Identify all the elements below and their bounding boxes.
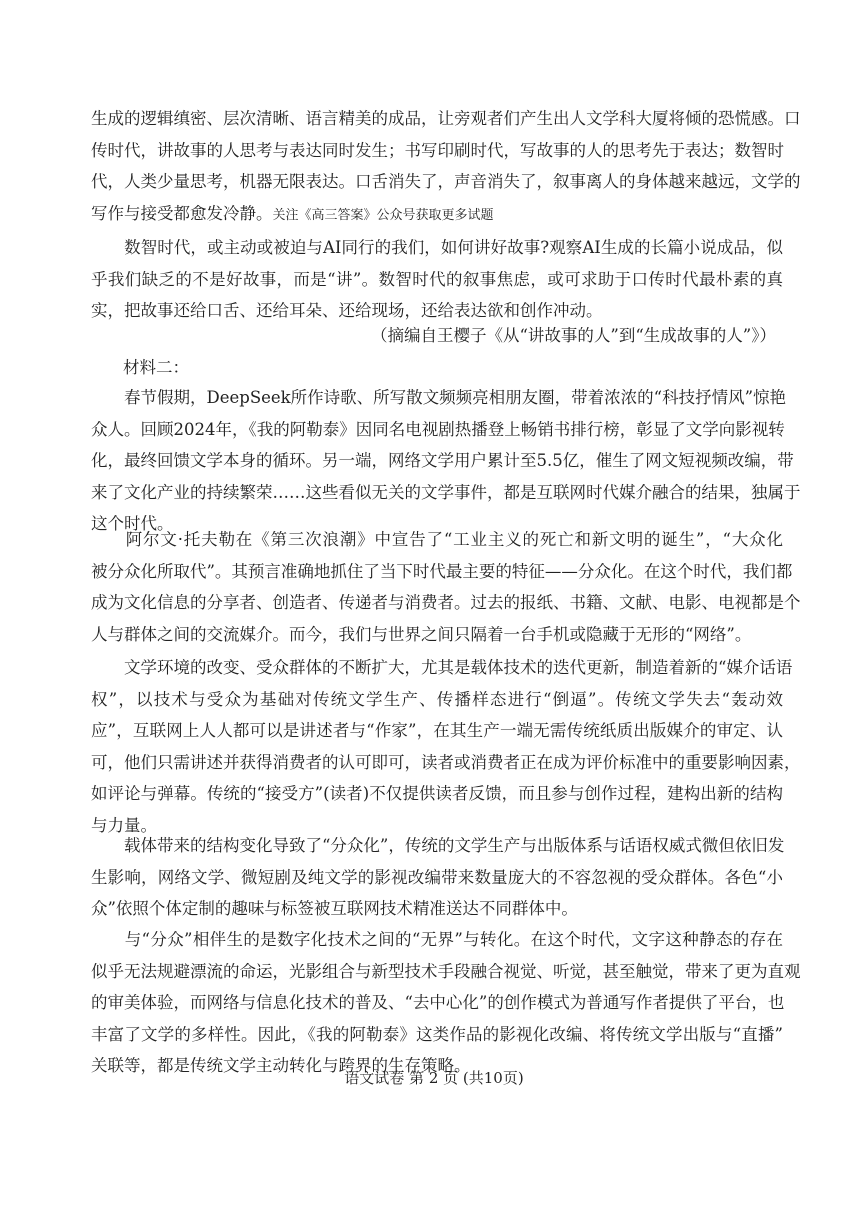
text-line: 似乎无法规避漂流的命运，光影组合与新型技术手段融合视觉、听觉，甚至触觉，带来了更为直观 bbox=[91, 961, 801, 981]
text-line: 人与群体之间的交流媒介。而今，我们与世界之间只隔着一台手机或隐藏于无形的“网络”。 bbox=[91, 624, 752, 644]
text-line: 权”，以技术与受众为基础对传统文学生产、传播样态进行“倒逼”。传统文学失去“轰动效 bbox=[91, 689, 783, 709]
text-line: 成为文化信息的分享者、创造者、传递者与消费者。过去的报纸、书籍、文献、电影、电视都是个 bbox=[91, 593, 801, 612]
text-line: 可，他们只需讲述并获得消费者的认可即可，读者或消费者正在成为评价标准中的重要影响因素， bbox=[91, 752, 801, 772]
text-line: 生成的逻辑缜密、层次清晰、语言精美的成品，让旁观者们产生出人文学科大厦将倾的恐慌感。口 bbox=[91, 109, 801, 128]
text-line: 来了文化产业的持续繁荣……这些看似无关的文学事件，都是互联网时代媒介融合的结果，独属于 bbox=[91, 482, 801, 502]
text-line bbox=[91, 524, 783, 556]
text-line: 化，最终回馈文学本身的循环。另一端，网络文学用户累计至5.5亿，催生了网文短视频改编，带 bbox=[91, 451, 794, 470]
text-line: 众人。回顾2024年，《我的阿勒泰》因同名电视剧热播登上畅销书排行榜，彰显了文学向影视转 bbox=[91, 419, 785, 439]
text-line: 代，人类少量思考，机器无限表达。口舌消失了，声音消失了，叙事离人的身体越来越远，文学的 bbox=[91, 172, 801, 191]
paragraph-5 bbox=[91, 652, 801, 841]
paragraph-6 bbox=[91, 830, 783, 925]
paragraph-7 bbox=[91, 924, 801, 1082]
text-fragment: 写作与接受都愈发冷静。 bbox=[91, 203, 273, 223]
text-line: 关联等，都是传统文学主动转化与跨界的生存策略。 bbox=[91, 1056, 471, 1075]
paragraph-continuation bbox=[91, 103, 801, 229]
paragraph-4 bbox=[91, 524, 801, 650]
text-line: 实，把故事还给口舌、还给耳朵、还给现场，还给表达欲和创作冲动。 bbox=[91, 301, 603, 320]
paragraph-2 bbox=[91, 232, 783, 327]
source-note: （摘编自王樱子《从“讲故事的人”到“生成故事的人”》） bbox=[371, 326, 776, 345]
text-line bbox=[91, 198, 783, 230]
text-line bbox=[91, 382, 787, 414]
text-line bbox=[91, 232, 783, 264]
text-line bbox=[91, 924, 783, 956]
text-line: 如评论与弹幕。传统的“接受方”(读者)不仅提供读者反馈，而且参与创作过程，建构出新的结构 bbox=[91, 784, 783, 803]
text-line: 生影响，网络文学、微短剧及纯文学的影视改编带来数量庞大的不容忽视的受众群体。各色“小 bbox=[91, 867, 783, 887]
promo-note: 关注《高三答案》公众号获取更多试题 bbox=[272, 207, 494, 223]
text-line bbox=[91, 652, 793, 684]
text-line: 丰富了文学的多样性。因此，《我的阿勒泰》这类作品的影视化改编、将传统文学出版与“直播” bbox=[91, 1024, 783, 1044]
text-line: 传时代，讲故事的人思考与表达同时发生；书写印刷时代，写故事的人的思考先于表达；数智时 bbox=[91, 140, 784, 160]
page-footer: 语文试卷 第 2 页 (共10页) bbox=[344, 1069, 524, 1087]
text-fragment: 文学环境的改变、受众群体的不断扩大，尤其是载体技术的迭代更新，制造着新的“媒介话语 bbox=[124, 658, 793, 677]
text-line bbox=[91, 830, 783, 862]
text-line: 的审美体验，而网络与信息化技术的普及、“去中心化”的创作模式为普通写作者提供了平台，也 bbox=[91, 993, 785, 1012]
text-line: 应”，互联网上人人都可以是讲述者与“作家”，在其生产一端无需传统纸质出版媒介的审定、认 bbox=[91, 721, 783, 740]
text-line: 这个时代。 bbox=[91, 514, 174, 533]
text-fragment: 与“分众”相伴生的是数字化技术之间的“无界”与转化。在这个时代，文字这种静态的存在 bbox=[124, 930, 783, 949]
text-line: 众”依照个体定制的趣味与标签被互联网技术精准送达不同群体中。 bbox=[91, 899, 578, 918]
material-label: 材料二： bbox=[123, 358, 189, 377]
text-line: 乎我们缺乏的不是好故事，而是“讲”。数智时代的叙事焦虑，或可求助于口传时代最朴素的真 bbox=[91, 269, 783, 289]
text-fragment: 载体带来的结构变化导致了“分众化”，传统的文学生产与出版体系与话语权威式微但依旧发 bbox=[124, 836, 785, 855]
paragraph-3 bbox=[91, 382, 801, 540]
text-line: 与力量。 bbox=[91, 815, 157, 835]
text-fragment: 春节假期，DeepSeek所作诗歌、所写散文频频亮相朋友圈，带着浓浓的“科技抒情风”惊艳 bbox=[124, 388, 787, 407]
text-fragment: 阿尔文·托夫勒在《第三次浪潮》中宣告了“工业主义的死亡和新文明的诞生”，“大众化 bbox=[125, 530, 783, 549]
text-fragment: 数智时代，或主动或被迫与AI同行的我们，如何讲好故事?观察AI生成的长篇小说成品，似 bbox=[124, 238, 783, 257]
text-line: 被分众化所取代”。其预言准确地抓住了当下时代最主要的特征——分众化。在这个时代，我们都 bbox=[91, 561, 793, 581]
